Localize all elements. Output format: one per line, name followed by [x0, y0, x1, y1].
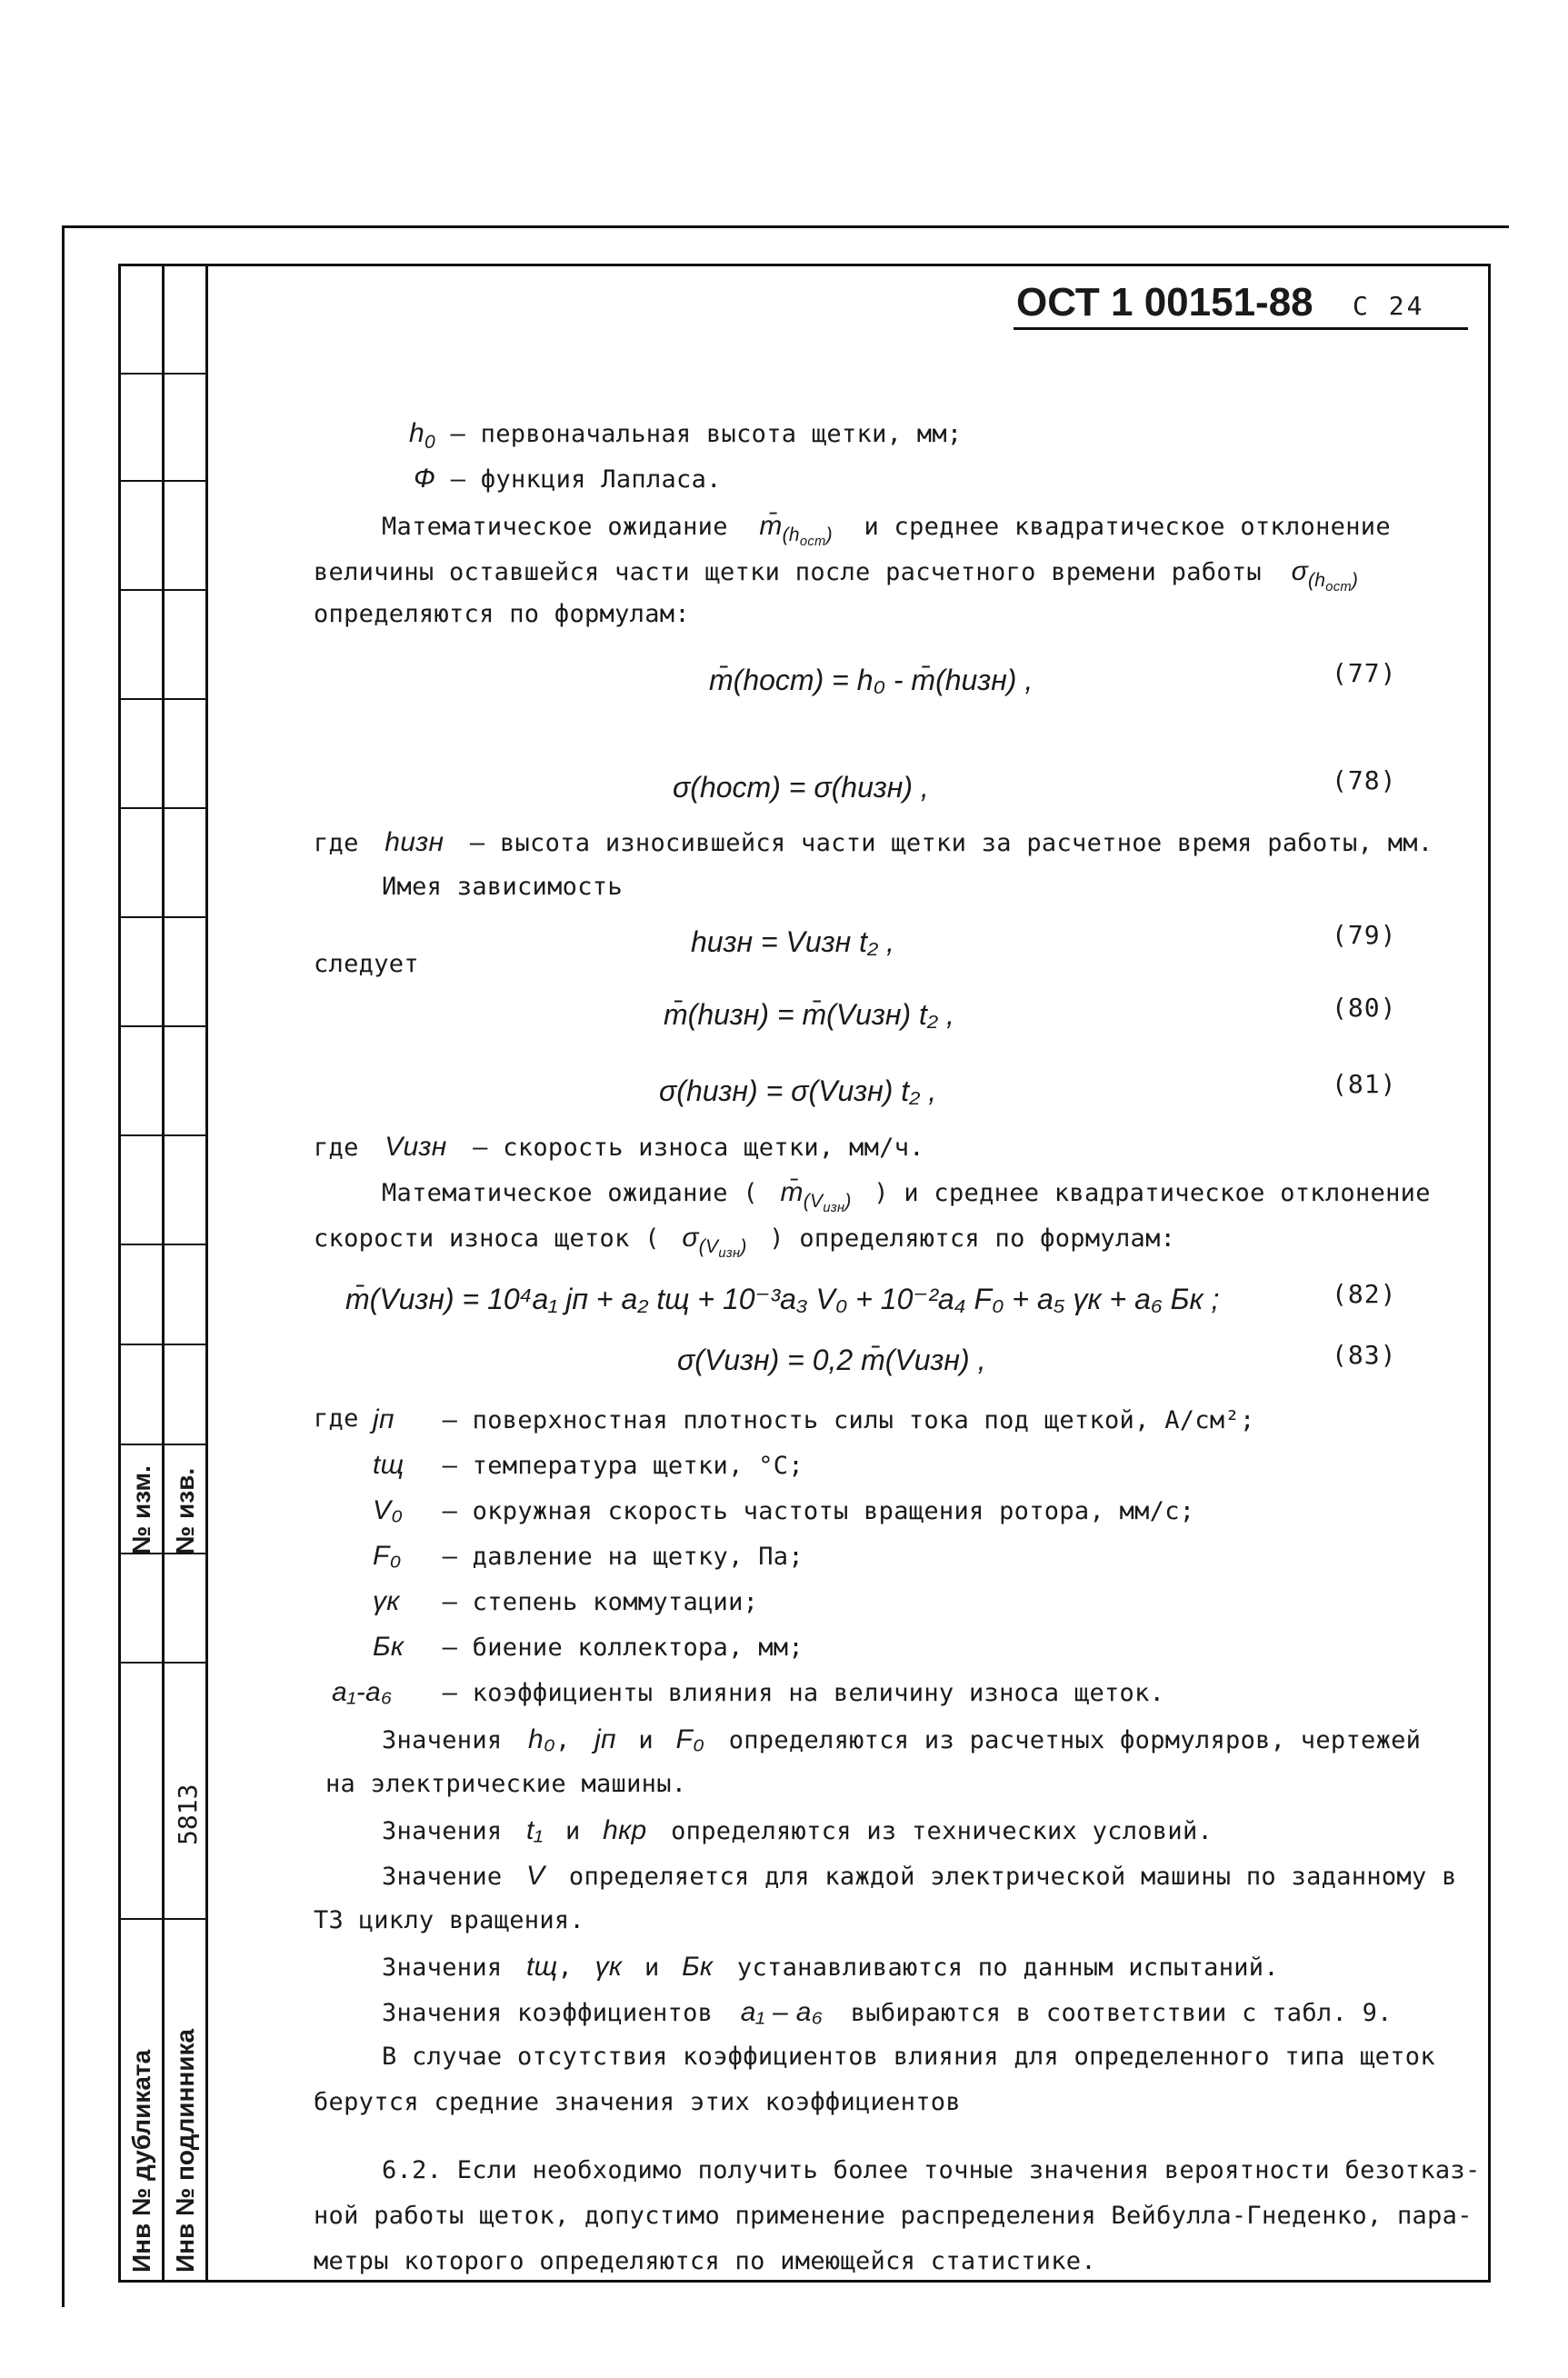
text: и среднее квадратическое отклонение — [864, 513, 1391, 541]
def-symbol: γк — [373, 1586, 400, 1616]
outer-left-line — [62, 225, 65, 2307]
section-line3: метры которого определяются по имеющейся статистике. — [314, 2247, 1096, 2275]
page-number: С 24 — [1353, 291, 1425, 321]
stamp-row-line — [118, 589, 205, 591]
text: где — [314, 829, 359, 857]
eq81-number: (81) — [1332, 1069, 1397, 1099]
doc-code: ОСТ 1 00151-88 — [1016, 280, 1313, 325]
symbol: tщ — [526, 1952, 558, 1982]
def-text: – коэффициенты влияния на величину износа щеток. — [442, 1679, 1165, 1707]
text: Значение — [382, 1863, 503, 1891]
eq83: σ(Vизн) = 0,2 m̄(Vизн) , — [677, 1344, 986, 1376]
text: определяется для каждой электрической машины по заданному в — [568, 1863, 1457, 1891]
def-text: – давление на щетку, Па; — [442, 1543, 804, 1571]
note-2 — [382, 1815, 1213, 1846]
stamp-row-line — [118, 916, 205, 918]
symbol: h₀ — [528, 1724, 555, 1754]
def-v0 — [373, 1495, 1194, 1526]
inner-top-line — [118, 264, 1491, 266]
eq77-number: (77) — [1332, 658, 1397, 688]
symbol: F₀ — [675, 1724, 705, 1754]
def-laplace — [414, 464, 722, 495]
stamp-inv-podl: Инв № подлинника — [171, 2028, 199, 2273]
def-symbol: jп — [373, 1404, 394, 1434]
stamp-row-line — [118, 373, 205, 375]
stamp-row-line — [118, 807, 205, 809]
eq79: hизн = Vизн t₂ , — [691, 925, 894, 958]
def-symbol: tщ — [373, 1450, 404, 1480]
def-jp — [373, 1404, 1255, 1435]
outer-top-line — [62, 225, 1509, 228]
def-f0 — [373, 1541, 804, 1572]
def-tsch — [373, 1450, 804, 1481]
eq78-number: (78) — [1332, 765, 1397, 795]
defs-where: где — [314, 1404, 359, 1433]
symbol: Бк — [682, 1952, 714, 1982]
text: – скорость износа щетки, мм/ч. — [473, 1134, 924, 1162]
text: где — [314, 1134, 359, 1162]
stamp-row-line — [118, 698, 205, 700]
text: выбираются в соответствии с табл. 9. — [850, 1999, 1393, 2027]
def-text: – биение коллектора, мм; — [442, 1634, 804, 1662]
p1-line3: определяются по формулам: — [314, 600, 690, 628]
stamp-row-line — [118, 480, 205, 482]
text: и — [564, 1817, 581, 1845]
text: , — [557, 1953, 574, 1982]
def-symbol: a₁-a₆ — [332, 1677, 393, 1707]
symbol-m-hoct: $m̄_{(h_{ост})}$ — [759, 511, 833, 550]
stamp-col2-right — [205, 264, 208, 2283]
stamp-row-line — [118, 1662, 205, 1664]
where-vizn — [314, 1132, 924, 1163]
text: и — [638, 1726, 654, 1754]
symbol: a₁ – a₆ — [740, 1997, 824, 2027]
note-1-line2: на электрические машины. — [325, 1770, 687, 1798]
stamp-row-line — [118, 1134, 205, 1136]
stamp-no-izm: № изм. — [127, 1465, 155, 1554]
note-5 — [382, 1997, 1393, 2028]
section-line1: 6.2. Если необходимо получить более точные значения вероятности безотказ- — [382, 2156, 1481, 2184]
text: скорости износа щеток ( — [314, 1224, 660, 1253]
eq78: σ(hост) = σ(hизн) , — [673, 771, 929, 804]
text: Значения — [382, 1817, 503, 1845]
stamp-row-line — [118, 1244, 205, 1245]
symbol-hizn: hизн — [385, 827, 444, 857]
text: определяются из технических условий. — [671, 1817, 1213, 1845]
note-1 — [382, 1724, 1421, 1755]
eq82-number: (82) — [1332, 1279, 1397, 1309]
note-4 — [382, 1952, 1279, 1983]
text: определяются из расчетных формуляров, чертежей — [728, 1726, 1422, 1754]
stamp-row-line — [118, 1025, 205, 1027]
text: – высота износившейся части щетки за расчетное время работы, мм. — [469, 829, 1433, 857]
def-text: – функция Лапласа. — [450, 465, 722, 494]
text: Значения — [382, 1953, 503, 1982]
symbol-vizn: Vизн — [385, 1132, 447, 1162]
symbol-sigma-hoct: $\sigma_{(h_{ост})}$ — [1291, 556, 1359, 595]
def-text: – первоначальная высота щетки, мм; — [450, 420, 963, 448]
def-text: – степень коммутации; — [442, 1588, 759, 1616]
inner-right-line — [1488, 264, 1491, 2283]
symbol: γк — [594, 1952, 623, 1982]
stamp-row-line — [118, 1918, 205, 1920]
def-text: – окружная скорость частоты вращения ротора, мм/с; — [442, 1497, 1195, 1525]
def-gamma — [373, 1586, 758, 1617]
def-symbol: Бк — [373, 1632, 404, 1662]
note-6-line2: берутся средние значения этих коэффициентов — [314, 2088, 961, 2116]
eq82: m̄(Vизн) = 10⁴a₁ jп + a₂ tщ + 10⁻³a₃ V₀ + 10⁻²a₄ F₀ + a₅ γк + a₆ Бк ; — [345, 1283, 1220, 1315]
symbol: t₁ — [526, 1815, 544, 1845]
text: Математическое ожидание ( — [382, 1179, 758, 1207]
text: устанавливаются по данным испытаний. — [736, 1953, 1279, 1982]
header-underline — [1014, 327, 1468, 330]
inner-bottom-line — [118, 2280, 1491, 2283]
symbol-sigma-vizn: $\sigma_{(V_{изн})}$ — [682, 1223, 747, 1262]
def-text: – температура щетки, °С; — [442, 1452, 804, 1480]
where-hizn — [314, 827, 1433, 858]
def-a — [332, 1677, 1164, 1708]
stamp-col1-left — [118, 264, 121, 2283]
def-symbol: F₀ — [373, 1541, 402, 1571]
dep-line: Имея зависимость — [382, 873, 623, 901]
text: и — [644, 1953, 660, 1982]
text: ) и среднее квадратическое отклонение — [874, 1179, 1431, 1207]
p1-line1 — [382, 511, 1391, 549]
text: , — [554, 1726, 571, 1754]
stamp-row-line — [118, 1444, 205, 1445]
def-symbol: V₀ — [373, 1495, 404, 1525]
text: Значения — [382, 1726, 503, 1754]
eq81: σ(hизн) = σ(Vизн) t₂ , — [659, 1074, 937, 1107]
text: величины оставшейся части щетки после расчетного времени работы — [314, 558, 1262, 586]
stamp-row-line — [118, 1344, 205, 1345]
text: Математическое ожидание — [382, 513, 728, 541]
symbol: V — [526, 1861, 545, 1891]
eq79-number: (79) — [1332, 920, 1397, 950]
p1-line2 — [314, 556, 1358, 594]
section-line2: ной работы щеток, допустимо применение распределения Вейбулла-Гнеденко, пара- — [314, 2202, 1473, 2230]
text: Значения коэффициентов — [382, 1999, 714, 2027]
stamp-col1-right — [162, 264, 165, 2283]
eq77: m̄(hост) = h₀ - m̄(hизн) , — [709, 664, 1034, 696]
def-h0 — [409, 418, 962, 454]
stamp-inv-dubl: Инв № дубликата — [127, 2049, 155, 2273]
note-6-line1: В случае отсутствия коэффициентов влияния для определенного типа щеток — [382, 2043, 1435, 2071]
def-text: – поверхностная плотность силы тока под щеткой, А/см²; — [442, 1406, 1255, 1434]
follows-word: следует — [314, 950, 419, 978]
def-symbol: $h_0$ — [409, 418, 435, 453]
text: ) определяются по формулам: — [769, 1224, 1176, 1253]
eq80: m̄(hизн) = m̄(Vизн) t₂ , — [664, 998, 954, 1031]
eq80-number: (80) — [1332, 993, 1397, 1023]
note-3 — [382, 1861, 1457, 1892]
symbol: jп — [594, 1724, 616, 1754]
def-symbol: Ф — [414, 464, 436, 494]
def-bk — [373, 1632, 804, 1663]
note-3-line2: ТЗ циклу вращения. — [314, 1906, 584, 1934]
symbol-m-vizn: $m̄_{(V_{изн})}$ — [780, 1177, 852, 1216]
stamp-inv-number: 5813 — [173, 1784, 203, 1845]
stamp-no-izv: № изв. — [171, 1467, 199, 1554]
p2-line2 — [314, 1223, 1175, 1261]
p2-line1 — [382, 1177, 1431, 1215]
eq83-number: (83) — [1332, 1340, 1397, 1370]
symbol: hкр — [603, 1815, 647, 1845]
